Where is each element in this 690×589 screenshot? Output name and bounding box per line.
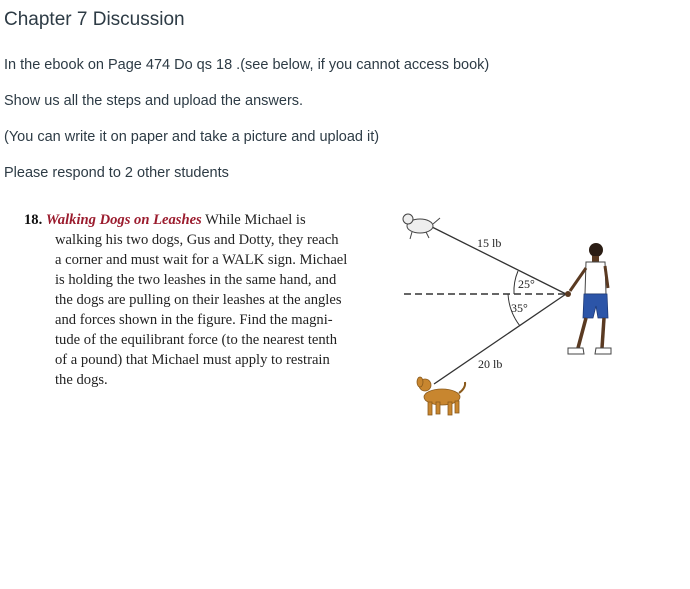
dog-top-illustration [403,214,440,239]
problem-first-line [24,210,382,230]
page-title: Chapter 7 Discussion [4,9,185,30]
problem-line-6: and forces shown in the figure. Find the magni- [55,312,333,328]
problem-line-1: While Michael is [205,212,306,228]
force-label-bottom: 20 lb [478,357,503,371]
leash-top [426,224,566,294]
problem-line-3: a corner and must wait for a WALK sign. Michael [55,252,348,268]
problem-line-8: of a pound) that Michael must apply to restrain [55,352,330,368]
angle-label-top: 25° [518,277,535,291]
force-label-top: 15 lb [477,236,502,250]
dog-bottom-illustration [417,377,465,415]
problem-number: 18. [24,212,43,228]
problem-text [24,210,382,390]
problem-line-5: the dogs are pulling on their leashes at the angles [55,292,342,308]
michael-illustration [565,243,611,354]
angle-label-bottom: 35° [511,301,528,315]
dog-leash-figure [398,206,618,426]
problem-line-7: tude of the equilibrant force (to the nearest tenth [55,332,338,348]
instruction-paragraph-2: Show us all the steps and upload the answers. [4,93,304,109]
instruction-paragraph-3: (You can write it on paper and take a picture and upload it) [4,129,380,145]
problem-line-9: the dogs. [55,372,108,388]
figure-svg [398,206,618,426]
instruction-paragraph-1: In the ebook on Page 474 Do qs 18 .(see below, if you cannot access book) [4,57,490,73]
problem-line-4: is holding the two leashes in the same hand, and [55,272,337,288]
problem-line-2: walking his two dogs, Gus and Dotty, they reach [55,232,339,248]
problem-title: Walking Dogs on Leashes [45,212,202,228]
instruction-paragraph-4: Please respond to 2 other students [4,165,229,181]
